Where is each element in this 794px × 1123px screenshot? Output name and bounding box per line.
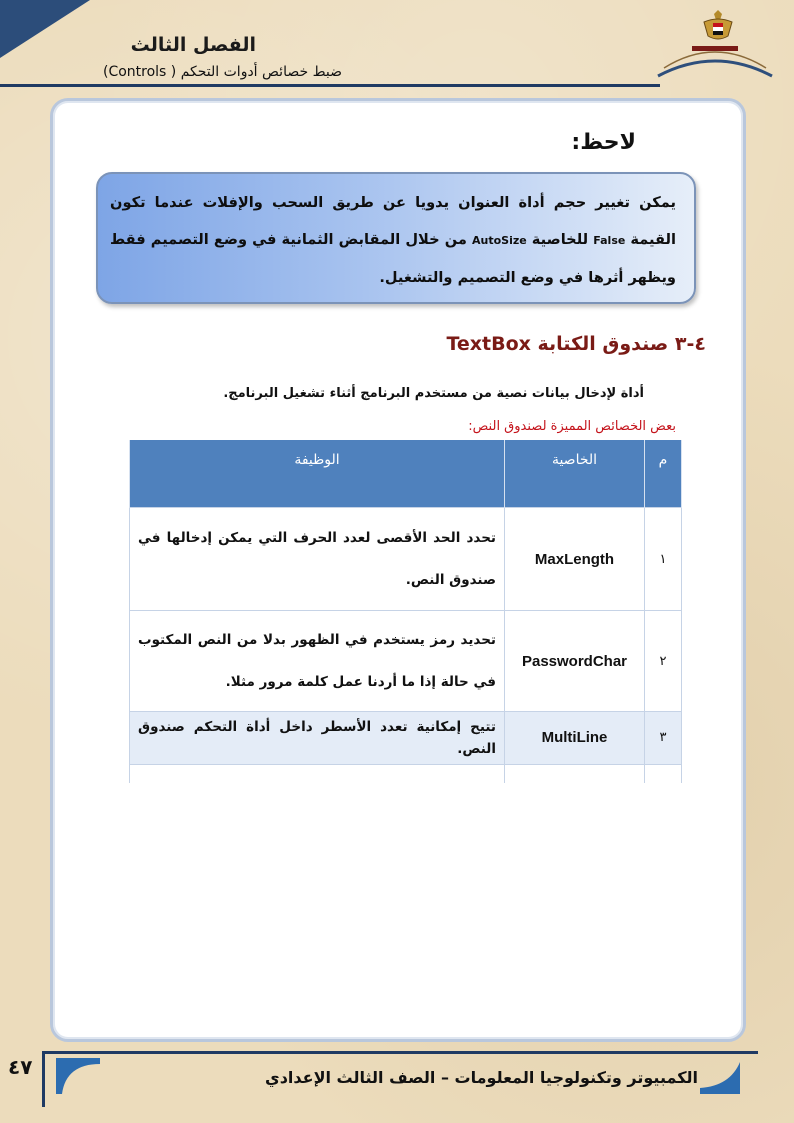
row-num: ١ [645,508,682,611]
table-row [130,508,682,611]
note-heading: لاحظ: [571,130,636,155]
section-heading: ٤-٣ صندوق الكتابة TextBox [446,333,706,355]
note-text-part3: من خلال المقابض الثمانية في وضع التصميم فقط ويظهر أثرها في وضع التصميم والتشغيل. [110,231,676,286]
corner-decoration-icon [700,1062,740,1094]
row-function: تحدد الحد الأقصى لعدد الحرف التي يمكن إدخالها في صندوق النص. [130,508,505,611]
properties-label: بعض الخصائص المميزة لصندوق النص: [468,419,676,434]
row-num: ٣ [645,712,682,765]
row-num: ٢ [645,611,682,712]
note-text-part1: يمكن تغيير حجم أداة العنوان يدويا عن طريق السحب والإفلات عندما تكون القيمة [110,194,677,248]
header-rule [0,84,660,87]
table-row-empty [130,765,682,784]
header-corner-decoration [0,0,90,58]
header-property: الخاصية [505,440,645,508]
empty-cell [645,765,682,784]
chapter-title: الفصل الثالث [130,34,256,56]
row-property: PasswordChar [505,611,645,712]
header-num: م [645,440,682,508]
table-header-row [130,440,682,508]
row-function: تتيح إمكانية تعدد الأسطر داخل أداة التحكم صندوق النص. [130,712,505,765]
chapter-subtitle: ضبط خصائص أدوات التحكم ( Controls) [102,64,342,80]
empty-cell [505,765,645,784]
false-value: False [593,234,626,247]
row-function: تحديد رمز يستخدم في الظهور بدلا من النص المكتوب في حالة إذا ما أردنا عمل كلمة مرور مثلا. [130,611,505,712]
table-row [130,712,682,765]
table-row [130,611,682,712]
row-property: MultiLine [505,712,645,765]
empty-cell [130,765,505,784]
ministry-logo [650,6,780,86]
eagle-emblem-icon [650,6,780,86]
section-intro: أداة لإدخال بيانات نصية من مستخدم البرنامج أثناء تشغيل البرنامج. [223,386,644,401]
footer-rule [44,1051,758,1054]
page-number: ٤٧ [8,1055,33,1079]
header-function: الوظيفة [130,440,505,508]
footer-divider [42,1051,45,1107]
autosize-property: AutoSize [471,234,527,247]
book-title: الكمبيوتر وتكنولوجيا المعلومات – الصف الثالث الإعدادي [265,1068,698,1087]
properties-table [129,440,682,783]
row-property: MaxLength [505,508,645,611]
corner-decoration-icon [54,1056,100,1094]
note-text-part2: للخاصية [526,231,594,248]
note-text [110,184,676,296]
